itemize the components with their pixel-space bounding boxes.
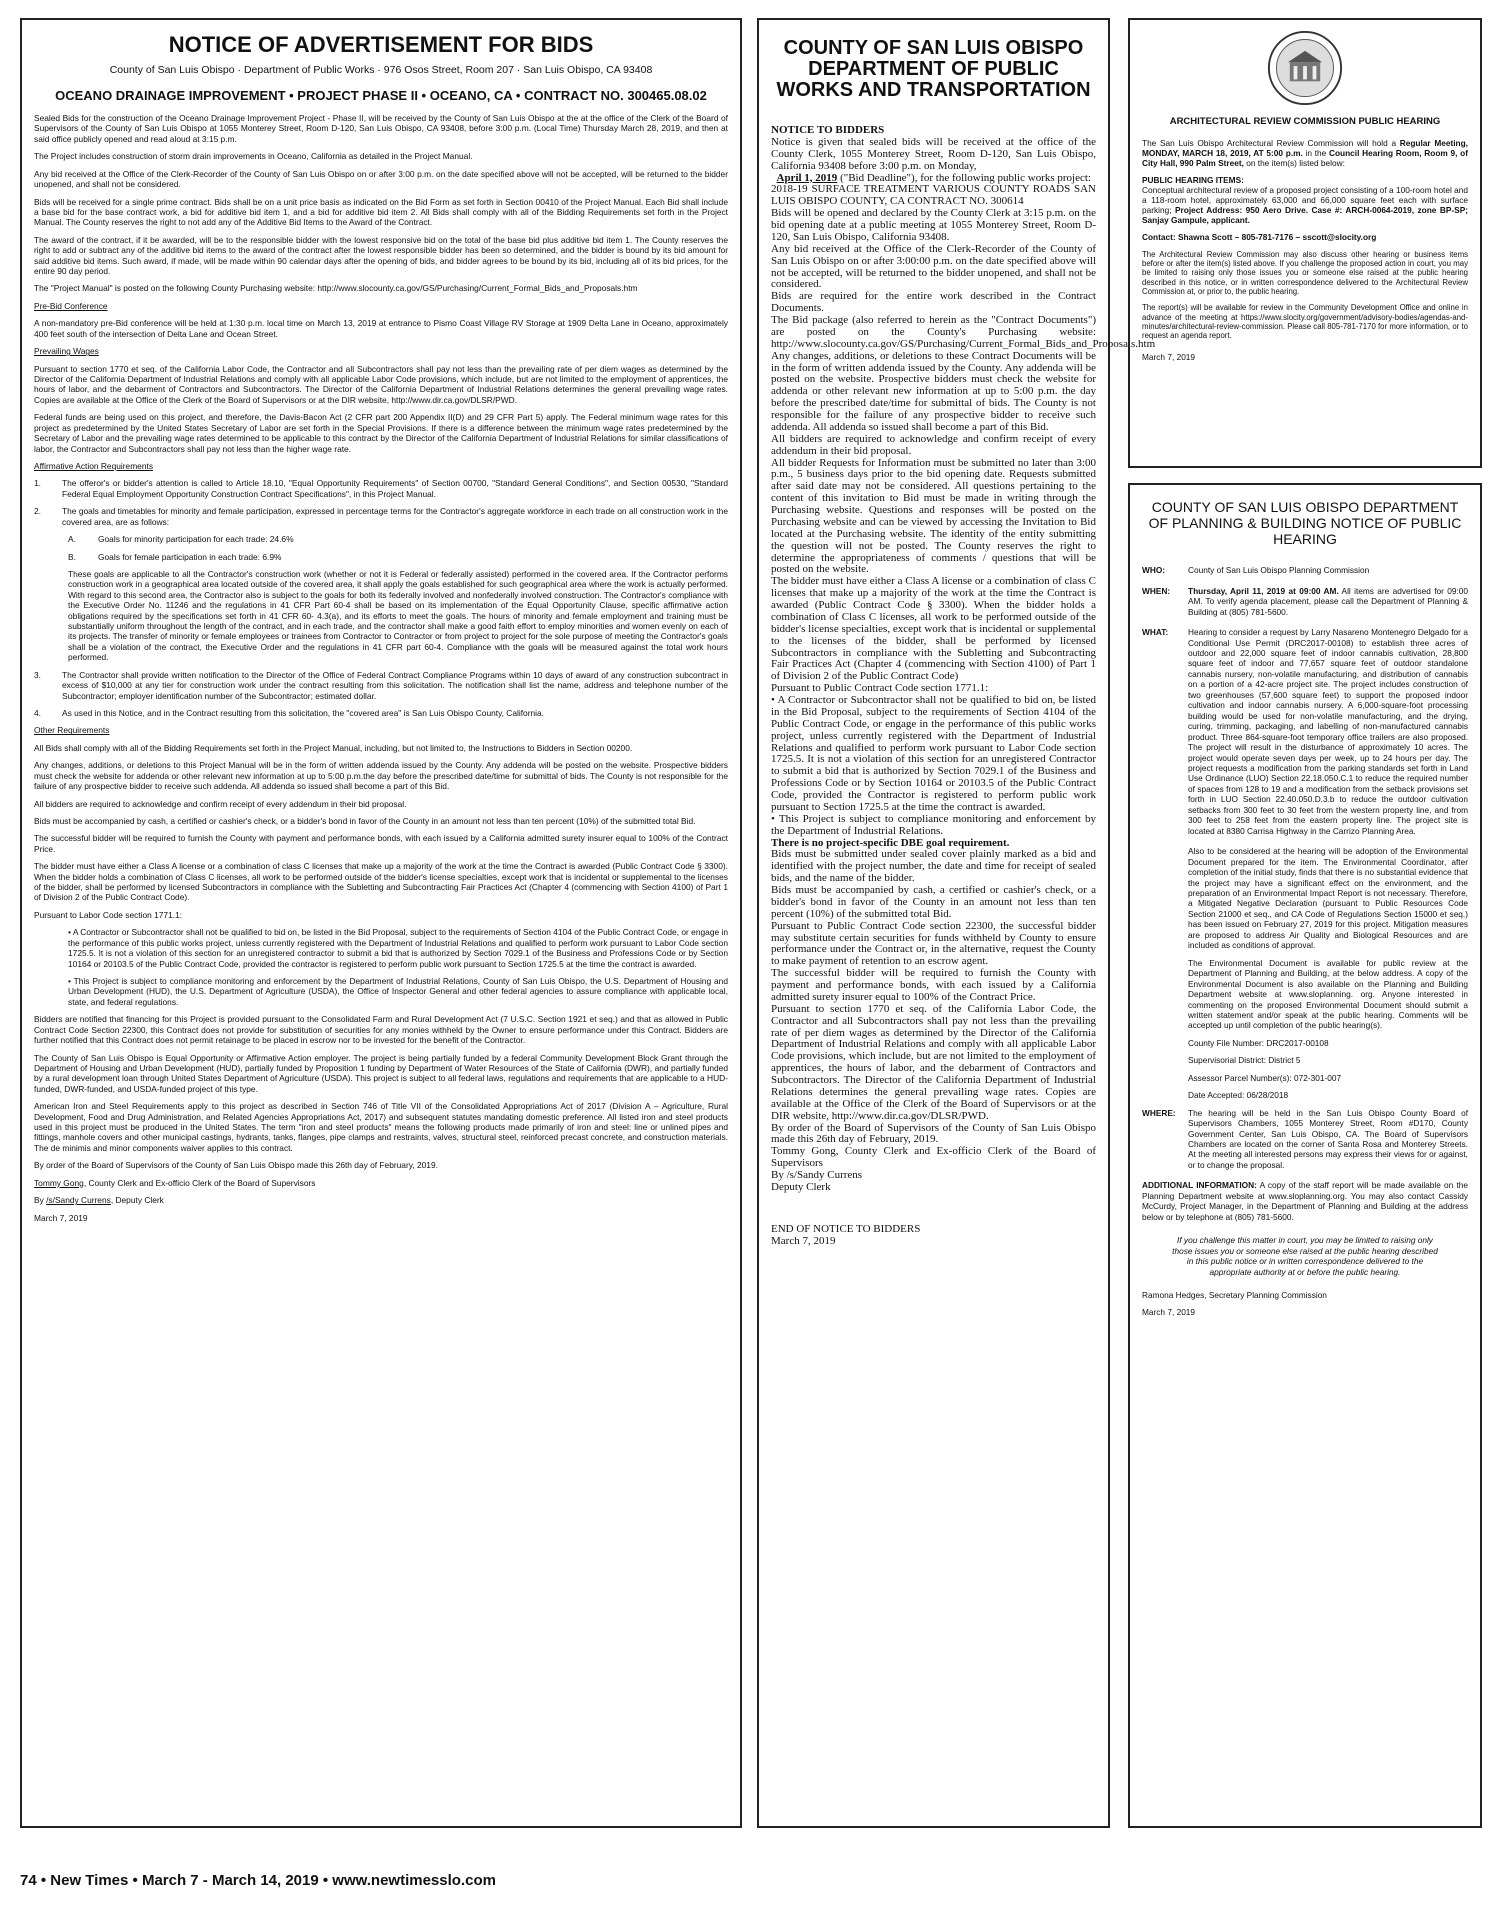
dbe-statement: There is no project-specific DBE goal requirement. [771, 836, 1010, 849]
list-text: As used in this Notice, and in the Contract resulting from this solicitation, the "covered area" is San Luis Obispo County, California. [62, 707, 545, 718]
where-label: WHERE: [1142, 1107, 1176, 1118]
what-label: WHAT: [1142, 627, 1169, 638]
paragraph: Pursuant to section 1770 et seq. of the California Labor Code, the Contractor and all Subcontractors shall pay not less than the prevailing rate of per diem wages as determined by the Director of the California Department of Industrial Relations and comply with all applicable Labor Code provisions, which include, but are not limited to the employment of apprentices, the hours of labor, and the debarment of Contractors and Subcontractors. The Director of the California Department of Industrial Relations determines the general prevailing wage rates. Copies are available at the Office of the Clerk of the Board of Supervisors or at the DIR website, http://www.dir.ca.gov/DLSR/PWD. [34, 363, 728, 405]
parcel-number: Assessor Parcel Number(s): 072-301-007 [1188, 1072, 1342, 1083]
notice-subtitle: County of San Luis Obispo · Department of Public Works · 976 Osos Street, Room 207 · San Luis Obispo, CA 93408 [109, 64, 653, 76]
paragraph: Pursuant to section 1770 et seq. of the California Labor Code, the Contractor and all Subcontractors shall pay not less than the prevailing rate of per diem wages as determined by the Director of the California Department of Industrial Relations and comply with all applicable Labor Code provisions, which include, but are not limited to the employment of apprentices, the hours of labor, and the debarment of Contractors and Subcontractors. The Director of the California Department of Industrial Relations determines the general prevailing wage rates. Copies are available at the Office of the Clerk of the Board of Supervisors or at the DIR website, http://www.dir.ca.gov/DLSR/PWD. [771, 1002, 1096, 1122]
section-heading: Affirmative Action Requirements [34, 460, 154, 471]
list-text: The goals and timetables for minority and female participation, expressed in percentage terms for the Contractor's aggregate workforce in each trade on all construction work in the covered area, are as follows: [62, 506, 728, 527]
paragraph: Bidders are notified that financing for this Project is provided pursuant to the Consolidated Farm and Rural Development Act (7 U.S.C. Section 1921 et seq.) and that as allowed in Public Contract Code Section 22300, this Contract does not provide for substitution of securities for any monies withheld by the Owner to ensure performance under this Contract. Bidders are further notified that this Contract does not permit retainage to be placed in escrow nor to be invested for the benefit of the Contractor. [34, 1014, 728, 1046]
notice-date: March 7, 2019 [1142, 1307, 1196, 1318]
signer-name: /s/Sandy Currens [46, 1195, 111, 1206]
goal-text: Goals for female participation in each trade: 6.9% [98, 551, 282, 562]
notice-title: NOTICE OF ADVERTISEMENT FOR BIDS [168, 32, 594, 57]
by-label: By [34, 1195, 47, 1206]
sub-item: B. Goals for female participation in each trade: 6.9% [68, 551, 282, 562]
paragraph: The Environmental Document is available for public review at the Department of Planning and Building, at the below address. A copy of the Environmental Document is also available on the Planning and Building Department website at www.sloplanning. org. Anyone interested in commenting on the proposed Environmental Document should submit a written statement and/or speak at the public hearing. Comments will be accepted up until completion of the public hearing(s). [1188, 957, 1468, 1031]
when-value [1188, 586, 1468, 617]
notice-date: March 7, 2019 [771, 1234, 836, 1247]
list-item: 2. The goals and timetables for minority and female participation, expressed in percentage terms for the Contractor's aggregate workforce in each trade on all construction work in the covered area, are as follows: [34, 506, 728, 527]
paragraph: Bids must be accompanied by cash, a certified or cashier's check, or a bidder's bond in favor of the County in an amount not less than ten percent (10%) of the submitted total Bid. [34, 815, 696, 826]
text: A copy of the staff report will be made available on the Planning Department website at www.sloplanning.org. You may also contact Cassidy McCurdy, Project Manager, in the Department of Planning and Building at the address below or by telephone at (805) 781-5600. [1142, 1180, 1468, 1222]
section-heading: NOTICE TO BIDDERS [771, 124, 885, 136]
meeting-time: Regular Meeting, MONDAY, MARCH 18, 2019, AT 5:00 p.m. [1142, 138, 1468, 158]
list-item: 3. The Contractor shall provide written notification to the Director of the Office of Federal Contract Compliance Programs within 10 days of award of any construction subcontract in excess of $10,000 at any tier for construction work under the contract resulting from this solicitation. The notification shall list the name, address and telephone number of the Subcontractor; employer identification number of the Subcontractor; estimated dollar. [34, 669, 728, 701]
items-heading: PUBLIC HEARING ITEMS: [1142, 174, 1244, 185]
text: on the item(s) listed below: [1243, 157, 1345, 168]
who-value: County of San Luis Obispo Planning Commission [1188, 565, 1370, 576]
paragraph: American Iron and Steel Requirements apply to this project as described in Section 746 of Title VII of the Consolidated Appropriations Act of 2017 (Division A – Agriculture, Rural Development, Food and Drug Administration, and Related Agencies Appropriations Act, 2017) and subsequent statutes mandating domestic preference. All listed iron and steel products used in this project must be produced in the United States. The term "iron and steel products" means the following products made primarily of iron and steel: line or unlined pipes and fittings, manhole covers and other municipal castings, hydrants, tanks, flanges, pipe clamps and restraints, valves, structural steel, reinforced precast concrete, and construction materials. The de minimis and minor components waiver applies to this contract. [34, 1101, 728, 1153]
file-number: County File Number: DRC2017-00108 [1188, 1037, 1329, 1048]
hearing-body [1142, 565, 1468, 1318]
text: All items are advertised for 09:00 AM. To verify agenda placement, please call the Department of Planning & Building at (805) 781-5600. [1188, 585, 1468, 617]
additional-label: ADDITIONAL INFORMATION: [1142, 1180, 1257, 1191]
list-item: 4. As used in this Notice, and in the Contract resulting from this solicitation, the "covered area" is San Luis Obispo County, California. [34, 708, 728, 725]
additional-info [1142, 1180, 1468, 1222]
paragraph: Sealed Bids for the construction of the Oceano Drainage Improvement Project - Phase II, will be received by the County of San Luis Obispo at the at the office of the Clerk of the Board of Supervisors of the County of San Luis Obispo at 1055 Monterey Street, Room D-120, San Luis Obispo, CA 93408, before 3:00 p.m. (Local Time) Thursday March 28, 2019, and then at said office publicly opened and read aloud at 3:15 p.m. [34, 113, 728, 144]
hearing-datetime: Thursday, April 11, 2019 at 09:00 AM. [1188, 585, 1339, 596]
hearing-title: ARCHITECTURAL REVIEW COMMISSION PUBLIC HEARING [1169, 116, 1441, 127]
paragraph: The successful bidder will be required to furnish the County with payment and performance bonds, with each issued by a California admitted surety insurer equal to 100% of the Contract Price. [34, 833, 728, 854]
paragraph: All bidders are required to acknowledge and confirm receipt of every addendum in their bid proposal. [771, 432, 1096, 457]
text: The San Luis Obispo Architectural Review Commission will hold a [1142, 138, 1400, 148]
meeting-paragraph [1142, 139, 1468, 169]
paragraph: Pursuant to Labor Code section 1771.1: [34, 909, 183, 920]
where-row [1142, 1108, 1468, 1171]
paragraph: Also to be considered at the hearing will be adoption of the Environmental Document prepared for the item. The Environmental Coordinator, after completion of the initial study, finds that there is no substantial evidence that the project may have a significant effect on the environment, and the preparation of an Environmental Impact Report is not necessary. Therefore, a Mitigated Negative Declaration (pursuant to Public Resources Code Section 21000 et seq., and CA Code of Regulations Section 15000 et seq.) has been issued on February 27, 2019 for this project. Mitigation measures are proposed to address Air Quality and Biological Resources and are included as conditions of approval. [1188, 846, 1468, 951]
who-row [1142, 565, 1468, 575]
paragraph: Bids must be accompanied by cash, a certified or cashier's check, or a bidder's bond in favor of the County in an amount not less than ten percent (10%) of the submitted total Bid. [771, 884, 1096, 920]
bullet: • This Project is subject to compliance monitoring and enforcement by the Department of Industrial Relations, County of San Luis Obispo, the U.S. Department of Housing and Urban Development (HUD), the U.S. Department of Agriculture (USDA), the Office of Inspector General and other federal agencies to assure compliance with applicable local, state, and federal regulations. [68, 976, 728, 1007]
notice-date: March 7, 2019 [1142, 351, 1196, 362]
section-heading: Prevailing Wages [34, 346, 99, 357]
hearing-title: COUNTY OF SAN LUIS OBISPO DEPARTMENT OF PLANNING & BUILDING NOTICE OF PUBLIC HEARING [1148, 499, 1462, 548]
city-seal-icon [1267, 30, 1343, 106]
where-value: The hearing will be held in the San Luis Obispo County Board of Supervisors Chambers, 1055 Monterey Street, Room #D170, County Government Center, San Luis Obispo, CA. The Board of Supervisors Chambers are located on the corner of Santa Rosa and Monterey Streets. At the meeting all interested persons may express their views for or against, or to change the proposal. [1188, 1107, 1468, 1170]
paragraph: Pursuant to Public Contract Code section 22300, the successful bidder may substitute certain securities for funds withheld by County to ensure performance under the Contract or, in the alternative, request the County to make payment of retention to an escrow agent. [771, 919, 1096, 968]
what-value: Hearing to consider a request by Larry Nasareno Montenegro Delgado for a Conditional Use Permit (DRC2017-00108) to establish three acres of outdoor and 22,000 square feet of indoor cannabis cultivation, 28,800 square feet of indoor and 77,657 square feet of outdoor standalone cannabis nursery, non-volatile manufacturing, and distribution of cannabis on a portion of a 42-acre project site. The project includes construction of two greenhouses (57,600 square feet) to support the proposed indoor cultivation and indoor cannabis nursery. A 6,000-square-foot processing building would be used for non-volatile manufacturing, and the drying, curing, trimming, packaging, and labelling of non-manufactured cannabis product. Three 864-square-foot temporary office trailers are also proposed. The project will result in the disturbance of approximately 10 acres. The project would operate seven days per week, up to 24 hours per day. The project requests a modification from the parking standards set forth in Land Use Ordinance (LUO) Section 22.18.050.C.1 to reduce the required number of spaces from 128 to 19 and a modification from the setback provisions set forth in LUO Section 22.40.050.D.3.b to reduce the outdoor cultivation setbacks from 300 feet to 30 feet from the western property line, and from 300 feet to 258 feet from the eastern property line. The project site is located at 8380 Carrisa Highway in the Carrizo Planning Area. [1188, 627, 1468, 836]
paragraph: The award of the contract, if it be awarded, will be to the responsible bidder with the lowest responsive bid on the total of the base bid plus additive bid item 1. The County reserves the right to add or subtract any of the additive bid items to the award of the contract after the lowest responsible bidder has been so determined, and the bidder is bound by its bid amount for said additive bid items. Such award, if made, will be made within 90 calendar days after the opening of bids, and bidder agrees to be bound by its bid, including all of its bid prices, for the entire 90 day period. [34, 234, 728, 277]
when-label: WHEN: [1142, 585, 1171, 596]
project-name: 2018-19 SURFACE TREATMENT VARIOUS COUNTY ROADS SAN LUIS OBISPO COUNTY, CA CONTRACT NO. 300614 [771, 183, 1096, 208]
signer-title: , County Clerk and Ex-officio Clerk of the Board of Supervisors [83, 1177, 316, 1188]
notice-date: March 7, 2019 [34, 1212, 88, 1223]
court-disclaimer: If you challenge this matter in court, you may be limited to raising only those issues you or someone else raised at the public hearing described in this public notice or in written correspondence delivered to the appropriate authority at or before the public hearing. [1172, 1235, 1438, 1277]
paragraph: The "Project Manual" is posted on the following County Purchasing website: http://www.slocounty.ca.gov/GS/Purchasing/Current_Formal_Bids_and_Proposals.htm [34, 283, 638, 294]
paragraph: The Project includes construction of storm drain improvements in Oceano, California as detailed in the Project Manual. [34, 151, 473, 162]
paragraph: Bids will be received for a single prime contract. Bids shall be on a unit price basis as indicated on the Bid Form as set forth in Section 00410 of the Project Manual. Each Bid shall include a base bid for the base contract work, a bid for additive bid item 1, and a bid for additive bid item 2. All Bids shall comply with all of the Bidding Requirements set forth in the Project Manual. The County reserves the right to not add any of the Additive Bid Items to the Award of the Contract. [34, 196, 728, 228]
paragraph: Pursuant to Public Contract Code section 1771.1: [771, 682, 989, 695]
bid-deadline: April 1, 2019 [776, 171, 838, 184]
deadline-text: ("Bid Deadline"), for the following public works project: [837, 171, 1091, 184]
paragraph: The Bid package (also referred to herein as the "Contract Documents") are posted on the County's Purchasing website: http://www.slocounty.ca.gov/GS/Purchasing/Current_Formal_Bids_and_Proposals.htm [771, 314, 1156, 350]
paragraph: Any changes, additions, or deletions to these Contract Documents will be in the form of written addenda issued by the County. Any addenda will be posted on the website. Prospective bidders must check the website for addenda or other relevant new information at up to 5:00 p.m. the day before the prescribed date/time for submittal of bids. The County is not responsible for the failure of any prospective bidder to receive such addenda. All addenda so issued shall become a part of this Bid. [771, 349, 1096, 433]
paragraph: Bids are required for the entire work described in the Contract Documents. [771, 290, 1096, 315]
section-heading: Pre-Bid Conference [34, 300, 108, 311]
bullet: • This Project is subject to compliance monitoring and enforcement by the Department of Industrial Relations. [771, 812, 1096, 837]
paragraph: By order of the Board of Supervisors of the County of San Luis Obispo made this 26th day of February, 2019. [34, 1160, 438, 1171]
paragraph: Federal funds are being used on this project, and therefore, the Davis-Bacon Act (2 CFR part 200 Appendix II(D) and 29 CFR Part 5) apply. The Federal minimum wage rates for this project as predetermined by the United States Secretary of Labor are set forth in the Special Provisions. If there is a difference between the minimum wage rates predetermined by the Secretary of Labor and the prevailing wage rates determined to be applicable to this contract by the Director of the California Department of Industrial Relations for similar classifications of labor, the Contractor and Subcontractors shall pay not less than the higher wage rate. [34, 412, 728, 454]
signer-title: , Deputy Clerk [110, 1195, 164, 1206]
paragraph: Bids must be submitted under sealed cover plainly marked as a bid and identified with the project number, the date and time for receipt of sealed bids, and the name of the bidder. [771, 848, 1096, 885]
when-row [1142, 586, 1468, 617]
hearing-body [1142, 139, 1468, 363]
contact-line: Contact: Shawna Scott – 805-781-7176 – sscott@slocity.org [1142, 231, 1377, 242]
section-heading: Other Requirements [34, 725, 110, 736]
goal-text: Goals for minority participation for each trade: 24.6% [98, 534, 294, 545]
bullet: • A Contractor or Subcontractor shall not be qualified to bid on, be listed in the Bid Proposal, subject to the requirements of Section 4104 of the Public Contract Code, or engage in the performance of this public works project, unless currently registered with the Department of Industrial Relations and qualified to perform work pursuant to Labor Code section 1725.5. It is not a violation of this section for an unregistered contractor to submit a bid that is authorized by Section 7029.1 of the Business and Professions Code or by Section 10164 or 20103.5 of the Public Contract Code, provided the contractor is registered to perform public work pursuant to Section 1725.5 at the time the contract is awarded. [68, 927, 728, 969]
project-address: Project Address: 950 Aero Drive. Case #: ARCH-0064-2019, zone BP-SP; Sanjay Gampule, applicant. [1142, 204, 1468, 225]
text: in the [1302, 147, 1329, 158]
paragraph: Tommy Gong, County Clerk and Ex-officio Clerk of the Board of Supervisors [771, 1145, 1096, 1170]
district: Supervisorial District: District 5 [1188, 1055, 1301, 1066]
paragraph: The County of San Luis Obispo is Equal Opportunity or Affirmative Action employer. The project is being partially funded by a federal Community Development Block Grant through the Department of Housing and Urban Development (HUD), partially funded by Proposition 1 funding by Department of Water Resources of the State of California (DWR), and partially funded by a rural development loan through United States Department of Agriculture (USDA). This project is subject to all federal laws, regulations and requirements that are applicable to a HUD-funded, DWR-funded, and USDA-funded project of this type. [34, 1052, 728, 1094]
paragraph: By /s/Sandy Currens [771, 1169, 863, 1181]
paragraph: All bidders are required to acknowledge and confirm receipt of every addendum in their bid proposal. [34, 798, 407, 809]
signer-name: Tommy Gong [34, 1177, 84, 1188]
project-heading: OCEANO DRAINAGE IMPROVEMENT • PROJECT PHASE II • OCEANO, CA • CONTRACT NO. 300465.08.02 [55, 88, 707, 103]
item-paragraph [1142, 186, 1468, 226]
page-footer: 74 • New Times • March 7 - March 14, 2019 • www.newtimesslo.com [20, 1872, 496, 1889]
paragraph: The bidder must have either a Class A license or a combination of class C licenses that make up a majority of the work at the time the Contract is awarded (Public Contract Code § 3300). When the bidder holds a combination of Class C licenses, all work to be performed outside of the bidder's license specialties, except work that is incidental or supplemental to the licenses of the bidder, shall be performed by licensed Subcontractors in compliance with the Subletting and Subcontracting Fair Practices Act (Chapter 4 (commencing with Section 4100) of Part 1 of Division 2 of the Public Contract Code) [771, 575, 1096, 683]
paragraph: Any bid received at the Office of the Clerk-Recorder of the County of San Luis Obispo on or after 3:00:00 p.m. on the date specified above will not be accepted, will be returned to the bidder unopened, and shall not be considered. [771, 242, 1096, 291]
paragraph: The bidder must have either a Class A license or a combination of class C licenses that make up a majority of the work at the time the Contract is awarded (Public Contract Code § 3300). When the bidder holds a combination of Class C licenses, all work to be performed outside of the bidder's license specialties, except work that is incidental or supplemental to the licenses of the bidder, shall be performed by licensed Subcontractors in compliance with the Subletting and Subcontracting Fair Practices Act (Chapter 4 (commencing with Section 4100) of Part 1 of Division 2 of the Public Contract Code). [34, 861, 728, 903]
paragraph: The successful bidder will be required to furnish the County with payment and performance bonds, with each issued by a California admitted surety insurer equal to 100% of the Contract Price. [771, 967, 1096, 1003]
who-label: WHO: [1142, 565, 1166, 576]
text: Conceptual architectural review of a proposed project consisting of a 100-room hotel and a 118-room hotel, approximately 63,000 and 66,000 square feet each with surface parking; [1142, 184, 1468, 215]
bid-advertisement-notice [20, 18, 742, 1828]
signature: Ramona Hedges, Secretary Planning Commission [1142, 1290, 1327, 1301]
paragraph: Deputy Clerk [771, 1180, 831, 1193]
bullet: • A Contractor or Subcontractor shall not be qualified to bid on, be listed in the Bid Proposal, subject to the requirements of Section 4104 of the Public Contract Code, or engage in the performance of this public works project, unless currently registered with the Department of Industrial Relations and qualified to perform work pursuant to Labor Code section 1725.5. It is not a violation of this section for an unregistered Contractor to submit a bid that is authorized by Section 7029.1 of the Business and Professions Code or by Section 10164 or 20103.5 of the Public Contract Code, provided the Contractor is registered to perform public work pursuant to Section 1725.5 at the time the contract is awarded. [771, 694, 1096, 813]
paragraph: A non-mandatory pre-Bid conference will be held at 1:30 p.m. local time on March 13, 2019 at entrance to Pismo Coast Village RV Storage at 1909 Delta Lane in Oceano, approximately 400 feet south of the intersection of Delta Lane and Ocean Street. [34, 318, 728, 339]
paragraph: These goals are applicable to all the Contractor's construction work (whether or not it is Federal or federally assisted) performed in the covered area. If the Contractor performs construction work in a geographical area located outside of the covered area, it shall apply the goals established for such geographical area where the work is actually performed. With regard to this second area, the Contractor also is subject to the goals for both its federally involved and nonfederally involved construction. The Contractor's compliance with the Executive Order No. 11246 and the regulations in 41 CFR Part 60-4 shall be based on its implementation of the Equal Opportunity Clause, specific affirmative action obligations required by the specifications set forth in 41 CFR 60- 4.3(a), and its efforts to meet the goals. The hours of minority and female employment and training must be substantially uniform throughout the length of the contract, and in each trade, and the contractor shall make a good faith effort to employ minorities and women evenly on each of its projects. The transfer of minority or female employees or trainees from Contractor to Contractor or from project to project for the sole purpose of meeting the Contractor's goals shall be a violation of the contract, the Executive Order and the regulations in 41 CFR part 60-4. Compliance with the goals will be measured against the total work hours performed. [68, 568, 728, 663]
paragraph: The report(s) will be available for review in the Community Development Office and online in advance of the meeting at https://www.slocity.org/government/advisory-bodies/agendas-and-minutes/architectural-review-commission. Please call 805-781-7170 for more information, or to request an agenda report. [1142, 303, 1468, 341]
paragraph: Any bid received at the Office of the Clerk-Recorder of the County of San Luis Obispo on or after 3:00 p.m. on the date specified above will not be accepted, will be returned to the bidder unopened, and shall not be considered. [34, 168, 728, 190]
sub-item: A. Goals for minority participation for each trade: 24.6% [68, 534, 294, 545]
list-item: 1. The offeror's or bidder's attention is called to Article 18.10, "Equal Opportunity Requirements" of Section 00700, "Standard General Conditions", and Section 00530, "Standard Federal Equal Employment Opportunity Construction Contract Specifications", in this Project Manual. [34, 478, 728, 499]
architectural-review-notice [1128, 18, 1482, 468]
paragraph: All Bids shall comply with all of the Bidding Requirements set forth in the Project Manual, including, but not limited to, the Instructions to Bidders in Section 00200. [34, 742, 633, 753]
paragraph: By order of the Board of Supervisors of the County of San Luis Obispo made this 26th day of February, 2019. [771, 1121, 1096, 1146]
paragraph: Bids will be opened and declared by the County Clerk at 3:15 p.m. on the bid opening date at a public meeting at 1055 Monterey Street, Room D-120, San Luis Obispo, California 93408. [771, 207, 1096, 243]
paragraph: Notice is given that sealed bids will be received at the office of the County Clerk, 1055 Monterey Street, Room D-120, San Luis Obispo, California 93408 before 3:00 p.m. on Monday, [771, 135, 1096, 172]
notice-body [34, 113, 728, 1223]
what-row [1142, 627, 1468, 836]
planning-hearing-notice [1128, 483, 1482, 1828]
paragraph: The Architectural Review Commission may also discuss other hearing or business items before or after the item(s) listed above. If you challenge the proposed action in court, you may be limited to raising only those issues you or someone else raised at the public hearing described in this notice, or in written correspondence delivered to the Architectural Review Commission at, or prior to, the public hearing. [1142, 249, 1468, 296]
list-text: The Contractor shall provide written notification to the Director of the Office of Federal Contract Compliance Programs within 10 days of award of any construction subcontract in excess of $10,000 at any tier for construction work under the contract resulting from this solicitation. The notification shall list the name, address and telephone number of the Subcontractor; employer identification number of the Subcontractor; estimated dollar. [62, 669, 728, 701]
notice-title: COUNTY OF SAN LUIS OBISPO DEPARTMENT OF PUBLIC WORKS AND TRANSPORTATION [776, 37, 1091, 101]
date-accepted: Date Accepted: 06/28/2018 [1188, 1090, 1289, 1101]
end-of-notice: END OF NOTICE TO BIDDERS [771, 1222, 921, 1235]
meeting-location: Council Hearing Room, Room 9, of City Hall, 990 Palm Street, [1142, 147, 1468, 168]
signature-clerk [34, 1178, 728, 1188]
list-text: The offeror's or bidder's attention is called to Article 18.10, "Equal Opportunity Requirements" of Section 00700, "Standard General Conditions", and Section 00530, "Standard Federal Equal Employment Opportunity Construction Contract Specifications", in this Project Manual. [62, 478, 728, 499]
paragraph: Any changes, additions, or deletions to this Project Manual will be in the form of written addenda issued by the County. Any addenda will be posted on the website. Prospective bidders must check the website for addenda or other relevant new information at up to 5:00 p.m.the day before the prescribed date/time for submittal of bids. The County is not responsible for the failure of any prospective bidder to receive such addenda. All addenda so issued shall become a part of this Bid. [34, 760, 728, 792]
paragraph: All bidder Requests for Information must be submitted no later than 3:00 p.m., 5 business days prior to the bid opening date. Requests submitted after said date may not be considered. All questions pertaining to the content of this invitation to Bid must be made in writing through the Purchasing website. Questions and responses will be posted on the Purchasing website and can be viewed by accessing the Invitation to Bid located at the Purchasing website. The identity of the entity submitting the question will not be posted. The County reserves the right to determine the appropriateness of comments / questions that will be posted on the website. [771, 456, 1096, 576]
signature-deputy [34, 1195, 728, 1205]
